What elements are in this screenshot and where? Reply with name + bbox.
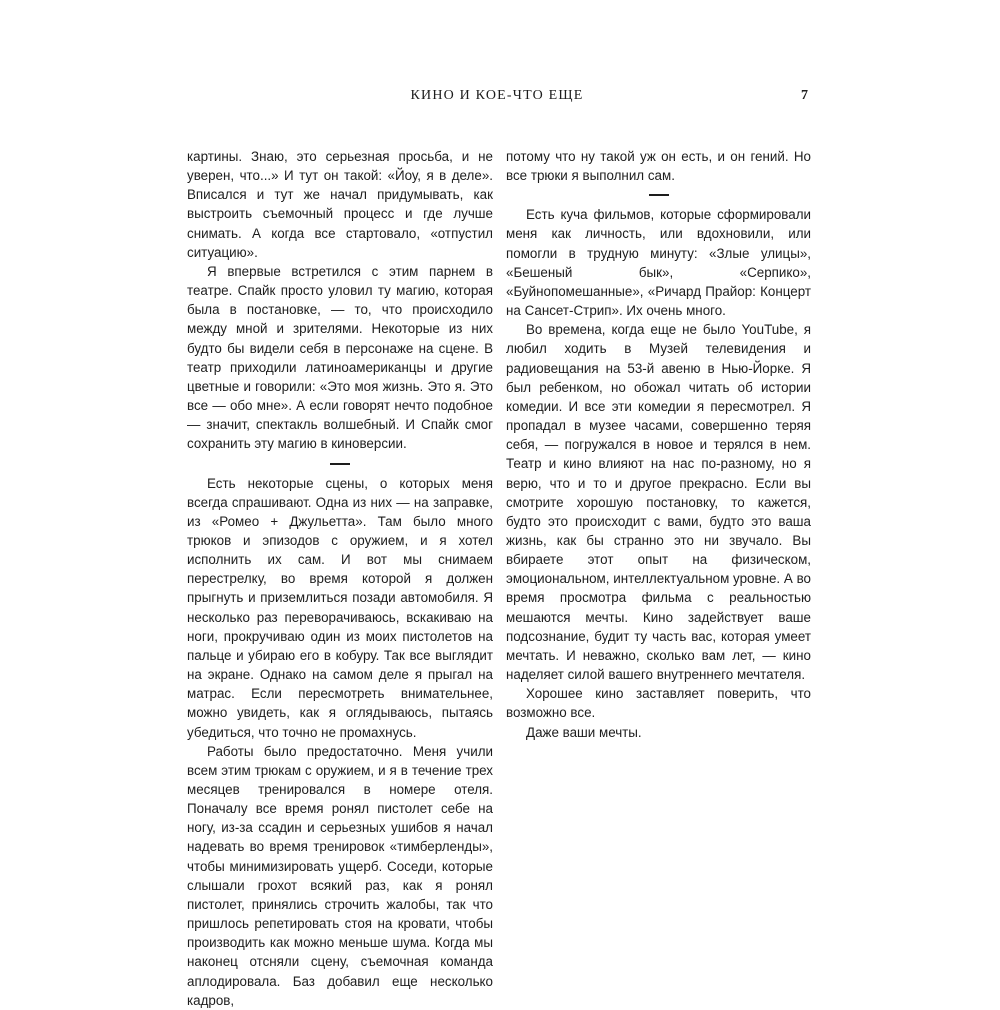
running-title: КИНО И КОЕ-ЧТО ЕЩЕ (410, 88, 584, 103)
section-divider (330, 463, 350, 465)
paragraph: картины. Знаю, это серьезная просьба, и не уверен, что...» И тут он такой: «Йоу, я в деле». Вписался и тут же начал придумывать, как выстроить съемочный процесс и где лучше снимать. А когда все стартовало, «отпустил ситуацию». (187, 149, 493, 260)
page-header (186, 86, 808, 106)
right-column (506, 147, 811, 742)
paragraph: Есть куча фильмов, которые сформировали меня как личность, или вдохновили, или помогли в трудную минуту: «Злые улицы», «Бешеный бык», «Серпико», «Буйнопомешанные», «Ричард Прайор: Концерт на Сансет-Стрип». Их очень много. (506, 207, 811, 319)
paragraph: Я впервые встретился с этим парнем в театре. Спайк просто уловил ту магию, которая была в постановке, — то, что происходило между мной и зрителями. Некоторые из них будто бы видели себя в персонаже на сцене. В театр приходили латиноамериканцы и другие цветные и говорили: «Это моя жизнь. Это я. Это все — обо мне». А если говорят нечто подобное — значит, спектакль волшебный. И Спайк смог сохранить эту магию в киноверсии. (187, 263, 493, 452)
section-divider (649, 194, 669, 196)
page-number: 7 (801, 88, 808, 103)
paragraph: Во времена, когда еще не было YouTube, я любил ходить в Музей телевидения и радиовещания на 53-й авеню в Нью-Йорке. Я был ребенком, но обожал читать об истории комедии. И все эти комедии я пересмотрел. Я пропадал в музее часами, совершенно теряя себя, — погружался в новое и терялся в нем. Театр и кино влияют на нас по-разному, но я верю, что и то и другое прекрасно. Если вы смотрите хорошую постановку, то кажется, будто это происходит с вами, будто это ваша жизнь, как бы странно это ни звучало. Вы вбираете этот опыт на физическом, эмоциональном, интеллектуальном уровне. А во время просмотра фильма с реальностью мешаются мечты. Кино задействует ваше подсознание, будит ту часть вас, которая умеет мечтать. И неважно, сколько вам лет, — кино наделяет силой вашего внутреннего мечтателя. (506, 322, 811, 683)
left-column (187, 147, 493, 1010)
paragraph: Работы было предостаточно. Меня учили всем этим трюкам с оружием, и я в течение трех месяцев тренировался в номере отеля. Поначалу все время ронял пистолет себе на ногу, из-за ссадин и серьезных ушибов я начал надевать во время тренировок «тимберленды», чтобы минимизировать ущерб. Соседи, которые слышали грохот всякий раз, как я ронял пистолет, принялись строчить жалобы, так что пришлось репетировать стоя на кровати, чтобы производить как можно меньше шума. Когда мы наконец отсняли сцену, съемочная команда аплодировала. Баз добавил еще несколько кадров, (187, 743, 493, 1008)
paragraph: Хорошее кино заставляет поверить, что возможно все. (506, 686, 811, 721)
paragraph: Есть некоторые сцены, о которых меня всегда спрашивают. Одна из них — на заправке, из «Ромео + Джульетта». Там было много трюков и эпизодов с оружием, и я хотел исполнить их сам. И вот мы снимаем перестрелку, во время которой я должен прыгнуть и приземлиться позади автомобиля. Я несколько раз переворачиваюсь, вскакиваю на ноги, прокручиваю один из моих пистолетов на пальце и убираю его в кобуру. Так все выглядит на экране. Однако на самом деле я прыгал на матрас. Если пересмотреть внимательнее, можно увидеть, как я оглядываюсь, пытаясь убедиться, что точно не промахнусь. (187, 475, 493, 740)
paragraph: Даже ваши мечты. (526, 724, 642, 740)
paragraph: потому что ну такой уж он есть, и он гений. Но все трюки я выполнил сам. (506, 149, 811, 184)
